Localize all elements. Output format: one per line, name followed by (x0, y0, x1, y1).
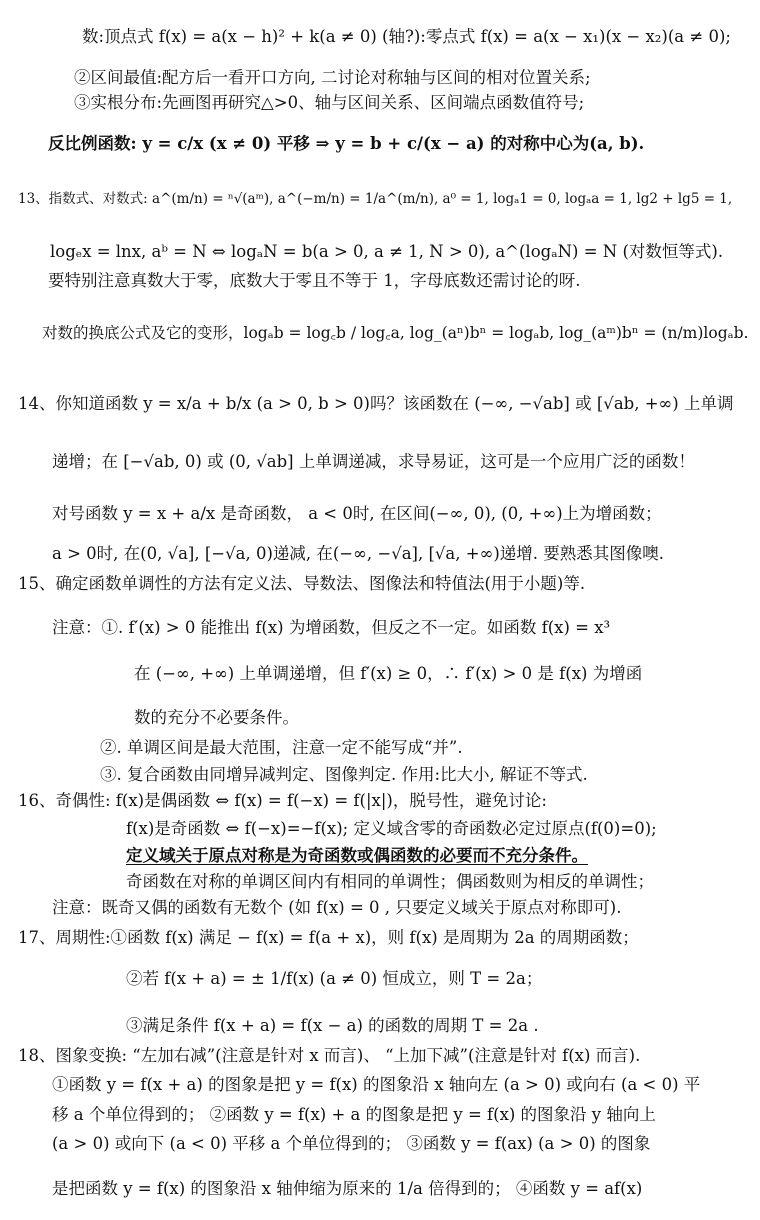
section-14-line-4: a > 0时, 在(0, √a], [−√a, 0)递减, 在(−∞, −√a], [√a, +∞)递增. 要熟悉其图像噢. (52, 544, 664, 563)
section-15-line-6: ③. 复合函数由同增异减判定、图像判定. 作用:比大小, 解证不等式. (100, 765, 588, 784)
section-14-line-2: 递增；在 [−√ab, 0) 或 (0, √ab] 上单调递减，求导易证，这可是一个应用广泛的函数！ (52, 452, 695, 471)
section-16-line-4: 奇函数在对称的单调区间内有相同的单调性；偶函数则为相反的单调性； (126, 872, 654, 891)
interval-max-line: ②区间最值:配方后一看开口方向, 二讨论对称轴与区间的相对位置关系; (74, 68, 591, 87)
section-15-line-2: 注意：①. f′(x) > 0 能推出 f(x) 为增函数，但反之不一定。如函数 f(x) = x³ (52, 618, 611, 637)
section-17-line-3: ③满足条件 f(x + a) = f(x − a) 的函数的周期 T = 2a . (126, 1016, 539, 1035)
section-17-line-2: ②若 f(x + a) = ± 1/f(x) (a ≠ 0) 恒成立，则 T = 2a； (126, 969, 543, 988)
section-15-line-3: 在 (−∞, +∞) 上单调递增，但 f′(x) ≥ 0，∴ f′(x) > 0 是 f(x) 为增函 (134, 664, 643, 683)
section-18-line-1: 18、图象变换: “左加右减”(注意是针对 x 而言)、 “上加下减”(注意是针对 f(x) 而言). (18, 1046, 641, 1065)
section-15-line-4: 数的充分不必要条件。 (134, 708, 299, 727)
section-18-line-3: 移 a 个单位得到的； ②函数 y = f(x) + a 的图象是把 y = f(x) 的图象沿 y 轴向上 (52, 1105, 656, 1124)
section-17-line-1: 17、周期性:①函数 f(x) 满足 − f(x) = f(a + x)，则 f(x) 是周期为 2a 的周期函数； (18, 928, 639, 947)
section-18-line-4: (a > 0) 或向下 (a < 0) 平移 a 个单位得到的； ③函数 y = f(ax) (a > 0) 的图象 (52, 1134, 651, 1153)
section-13-line-3: 要特别注意真数大于零，底数大于零且不等于 1，字母底数还需讨论的呀. (48, 271, 581, 290)
section-16-line-2: f(x)是奇函数 ⇔ f(−x)=−f(x); 定义域含零的奇函数必定过原点(f(0)=0); (126, 819, 657, 838)
section-13-line-2: logₑx = lnx, aᵇ = N ⇔ logₐN = b(a > 0, a ≠ 1, N > 0), a^(logₐN) = N (对数恒等式). (50, 242, 724, 261)
real-roots-line: ③实根分布:先画图再研究△>0、轴与区间关系、区间端点函数值符号; (74, 93, 585, 112)
section-14-line-1: 14、你知道函数 y = x/a + b/x (a > 0, b > 0)吗？该函数在 (−∞, −√ab] 或 [√ab, +∞) 上单调 (18, 394, 734, 413)
section-15-line-1: 15、确定函数单调性的方法有定义法、导数法、图像法和特值法(用于小题)等. (18, 574, 586, 593)
section-16-line-5: 注意：既奇又偶的函数有无数个 (如 f(x) = 0 , 只要定义域关于原点对称即可). (52, 898, 622, 917)
section-13-line-1: 13、指数式、对数式: a^(m/n) = ⁿ√(aᵐ), a^(−m/n) = 1/a^(m/n), a⁰ = 1, logₐ1 = 0, logₐa = 1, lg2 + lg5 = 1, (18, 191, 733, 207)
section-18-line-5: 是把函数 y = f(x) 的图象沿 x 轴伸缩为原来的 1/a 倍得到的； ④函数 y = af(x) (52, 1179, 643, 1198)
section-15-line-5: ②. 单调区间是最大范围，注意一定不能写成“并”. (100, 738, 463, 757)
section-16-line-3: 定义域关于原点对称是为奇函数或偶函数的必要而不充分条件。 (126, 846, 588, 865)
section-18-line-2: ①函数 y = f(x + a) 的图象是把 y = f(x) 的图象沿 x 轴向左 (a > 0) 或向右 (a < 0) 平 (52, 1075, 701, 1094)
inverse-proportion-line: 反比例函数: y = c/x (x ≠ 0) 平移 ⇒ y = b + c/(x − a) 的对称中心为(a, b). (48, 134, 645, 153)
section-14-line-3: 对号函数 y = x + a/x 是奇函数， a < 0时, 在区间(−∞, 0), (0, +∞)上为增函数； (52, 504, 662, 523)
section-13-line-4: 对数的换底公式及它的变形，logₐb = log꜀b / log꜀a, log_(aⁿ)bⁿ = logₐb, log_(aᵐ)bⁿ = (n/m)logₐb. (42, 324, 749, 342)
vertex-form-line: 数:顶点式 f(x) = a(x − h)² + k(a ≠ 0) (轴?):零点式 f(x) = a(x − x₁)(x − x₂)(a ≠ 0); (82, 27, 731, 46)
section-16-line-1: 16、奇偶性: f(x)是偶函数 ⇔ f(x) = f(−x) = f(|x|)，脱号性，避免讨论: (18, 791, 547, 810)
